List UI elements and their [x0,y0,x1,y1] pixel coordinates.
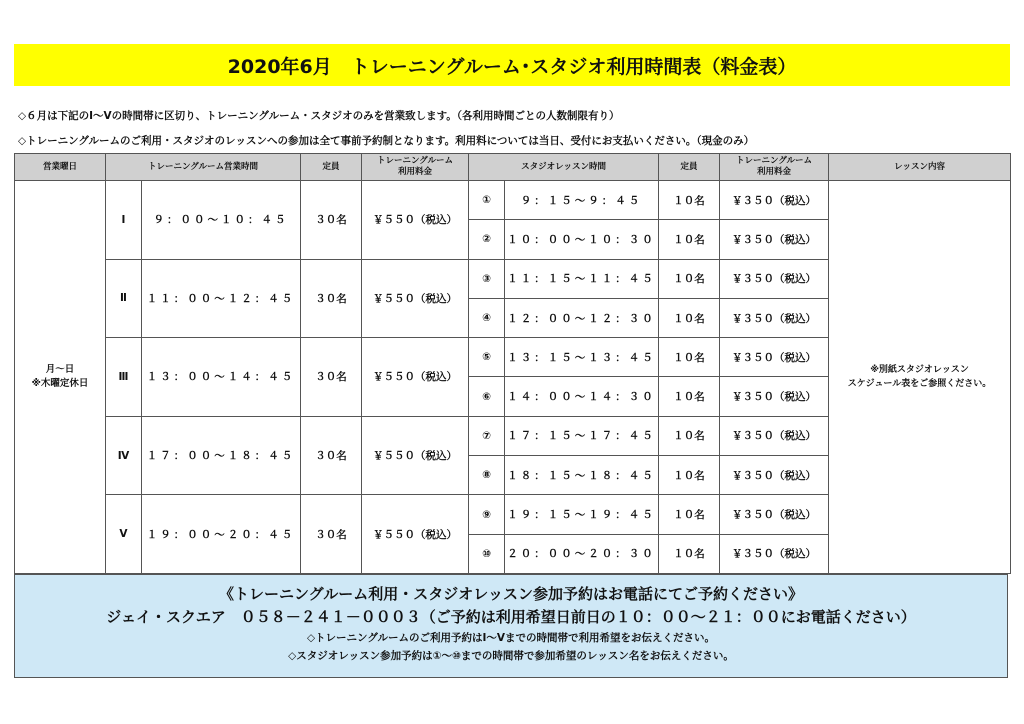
studio-slot-no: ⑤ [469,338,505,377]
header-studio-fee [720,154,829,181]
studio-slot-no: ④ [469,298,505,337]
training-slot-time: １７：００～１８：４５ [142,416,301,495]
table-header-row [15,154,1011,181]
schedule-table [14,153,1011,574]
lesson-content-cell [829,181,1011,574]
training-slot-capacity: ３０名 [301,259,362,338]
table-row [15,181,1011,220]
studio-slot-time: ９：１５～９：４５ [505,181,659,220]
training-slot-capacity: ３０名 [301,181,362,260]
lesson-content-line1: ※別紙スタジオレッスン [870,365,969,375]
training-slot-fee: ￥５５０（税込） [362,495,469,574]
studio-slot-time: １８：１５～１８：４５ [505,456,659,495]
note-business-hours: ◇６月は下記のⅠ～Ⅴの時間帯に区切り、トレーニングルーム・スタジオのみを営業致します。（各利用時間ごとの人数制限有り） [18,110,620,122]
training-slot-fee: ￥５５０（税込） [362,181,469,260]
studio-slot-time: ２０：００～２０：３０ [505,534,659,573]
note-reservation: ◇トレーニングルームのご利用・スタジオのレッスンへの参加は全て事前予約制となります。利用料については当日、受付にお支払いください。（現金のみ） [18,135,755,147]
studio-slot-time: １１：１５～１１：４５ [505,259,659,298]
studio-slot-time: １２：００～１２：３０ [505,298,659,337]
header-studio-fee-line2: 利用料金 [757,167,792,177]
header-studio-capacity: 定員 [659,154,720,181]
training-slot-time: １３：００～１４：４５ [142,338,301,417]
training-slot-capacity: ３０名 [301,495,362,574]
studio-slot-no: ① [469,181,505,220]
studio-slot-fee: ￥３５０（税込） [720,298,829,337]
training-slot-no: Ⅱ [106,259,142,338]
studio-slot-fee: ￥３５０（税込） [720,534,829,573]
header-studio-time: スタジオレッスン時間 [469,154,659,181]
studio-slot-capacity: １０名 [659,416,720,455]
header-studio-fee-line1: トレーニングルーム [735,156,813,166]
studio-slot-no: ⑦ [469,416,505,455]
studio-slot-capacity: １０名 [659,377,720,416]
closed-day-note: ※木曜定休日 [31,378,89,389]
studio-slot-no: ⑥ [469,377,505,416]
header-days: 営業曜日 [15,154,106,181]
header-training-fee-line1: トレーニングルーム [376,156,454,166]
business-days: 月～日 [45,364,75,375]
business-days-cell [15,181,106,574]
training-slot-capacity: ３０名 [301,338,362,417]
reservation-phone: ジェイ・スクエア ０５８－２４１－０００３（ご予約は利用希望日前日の１０：００～２１：００にお電話ください） [106,608,916,626]
studio-slot-capacity: １０名 [659,534,720,573]
training-slot-no: Ⅰ [106,181,142,260]
header-training-fee-line2: 利用料金 [398,167,433,177]
training-slot-time: ９：００～１０：４５ [142,181,301,260]
lesson-content-line2: スケジュール表をご参照ください。 [847,379,992,389]
header-lesson-content: レッスン内容 [829,154,1011,181]
training-slot-time: １９：００～２０：４５ [142,495,301,574]
studio-slot-fee: ￥３５０（税込） [720,181,829,220]
studio-slot-time: １４：００～１４：３０ [505,377,659,416]
training-slot-no: Ⅲ [106,338,142,417]
training-slot-no: Ⅳ [106,416,142,495]
reservation-note-training: ◇トレーニングルームのご利用予約はⅠ～Ⅴまでの時間帯で利用希望をお伝えください。 [306,632,716,644]
studio-slot-fee: ￥３５０（税込） [720,456,829,495]
training-slot-fee: ￥５５０（税込） [362,259,469,338]
studio-slot-time: １９：１５～１９：４５ [505,495,659,534]
studio-slot-capacity: １０名 [659,298,720,337]
reservation-heading: 《トレーニングルーム利用・スタジオレッスン参加予約はお電話にてご予約ください》 [218,585,804,603]
studio-slot-capacity: １０名 [659,338,720,377]
studio-slot-capacity: １０名 [659,259,720,298]
header-training-hours: トレーニングルーム営業時間 [106,154,301,181]
studio-slot-fee: ￥３５０（税込） [720,377,829,416]
studio-slot-no: ⑨ [469,495,505,534]
studio-slot-no: ⑧ [469,456,505,495]
studio-slot-fee: ￥３５０（税込） [720,416,829,455]
studio-slot-time: １３：１５～１３：４５ [505,338,659,377]
studio-slot-capacity: １０名 [659,456,720,495]
studio-slot-time: １７：１５～１７：４５ [505,416,659,455]
studio-slot-no: ② [469,220,505,259]
studio-slot-capacity: １０名 [659,495,720,534]
training-slot-fee: ￥５５０（税込） [362,416,469,495]
studio-slot-no: ③ [469,259,505,298]
training-slot-time: １１：００～１２：４５ [142,259,301,338]
studio-slot-fee: ￥３５０（税込） [720,338,829,377]
studio-slot-capacity: １０名 [659,220,720,259]
training-slot-no: Ⅴ [106,495,142,574]
studio-slot-no: ⑩ [469,534,505,573]
reservation-note-studio: ◇スタジオレッスン参加予約は①～⑩までの時間帯で参加希望のレッスン名をお伝えください。 [288,650,734,662]
studio-slot-time: １０：００～１０：３０ [505,220,659,259]
studio-slot-fee: ￥３５０（税込） [720,259,829,298]
header-training-fee [362,154,469,181]
training-slot-capacity: ３０名 [301,416,362,495]
header-training-capacity: 定員 [301,154,362,181]
page-title: 2020年6月 トレーニングルーム･スタジオ利用時間表（料金表） [14,44,1010,86]
studio-slot-capacity: １０名 [659,181,720,220]
studio-slot-fee: ￥３５０（税込） [720,220,829,259]
reservation-info-box [14,574,1008,678]
training-slot-fee: ￥５５０（税込） [362,338,469,417]
studio-slot-fee: ￥３５０（税込） [720,495,829,534]
